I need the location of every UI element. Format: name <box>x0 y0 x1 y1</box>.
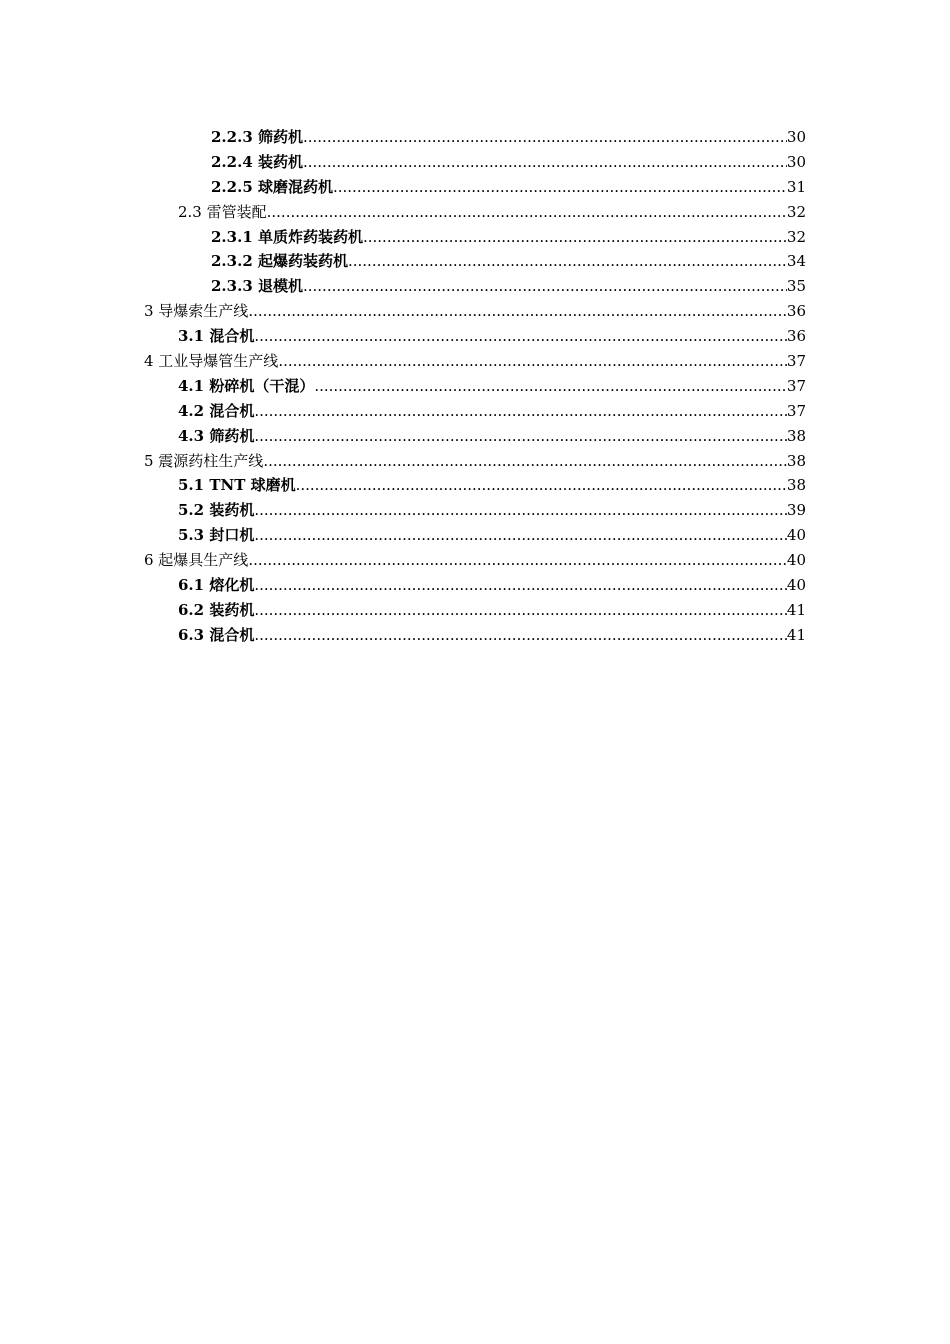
toc-entry[interactable] <box>0 274 950 299</box>
toc-page-number: 36 <box>786 302 806 321</box>
toc-entry-title: 4.1 粉碎机（干混） <box>178 376 315 395</box>
toc-dot-leader <box>254 498 787 523</box>
toc-dot-leader <box>314 374 787 399</box>
toc-dot-leader <box>363 225 787 250</box>
toc-page-number: 35 <box>786 277 806 296</box>
toc-entry[interactable] <box>0 150 950 175</box>
toc-page-number: 30 <box>786 152 806 171</box>
toc-entry-title: 2.2.4 装药机 <box>211 152 303 171</box>
toc-entry[interactable] <box>0 349 950 374</box>
toc-entry-title: 2.2.3 筛药机 <box>211 128 303 146</box>
toc-entry-title: 5.1 TNT 球磨机 <box>178 476 296 495</box>
toc-entry[interactable] <box>0 175 950 200</box>
toc-entry-title: 4.2 混合机 <box>178 401 255 420</box>
toc-entry[interactable] <box>0 225 950 250</box>
toc-entry[interactable] <box>0 424 950 449</box>
toc-entry-title: 3 导爆索生产线 <box>144 302 249 321</box>
toc-entry[interactable] <box>0 200 950 225</box>
toc-entry-title: 2.3.1 单质炸药装药机 <box>211 227 363 246</box>
toc-entry-title: 3.1 混合机 <box>178 327 255 346</box>
toc-page-number: 40 <box>786 551 806 570</box>
toc-entry-title: 5.3 封口机 <box>178 526 255 545</box>
toc-dot-leader <box>254 399 787 424</box>
toc-entry-title: 5 震源药柱生产线 <box>144 451 264 470</box>
toc-dot-leader <box>254 424 787 449</box>
toc-page-number: 32 <box>786 202 806 221</box>
toc-dot-leader <box>267 200 787 225</box>
toc-dot-leader <box>254 598 787 623</box>
toc-dot-leader <box>348 249 787 274</box>
toc-entry[interactable] <box>0 299 950 324</box>
toc-entry[interactable] <box>0 598 950 623</box>
toc-entry[interactable] <box>0 324 950 349</box>
toc-page-number: 39 <box>786 501 806 520</box>
toc-entry[interactable] <box>0 573 950 598</box>
toc-page-number: 38 <box>786 476 806 495</box>
toc-page-number: 31 <box>786 177 806 196</box>
toc-entry[interactable] <box>0 473 950 498</box>
toc-page-number: 32 <box>786 227 806 246</box>
toc-entry[interactable] <box>0 374 950 399</box>
toc-page-number: 36 <box>786 327 806 346</box>
toc-page-number: 38 <box>786 451 806 470</box>
toc-dot-leader <box>333 175 787 200</box>
toc-entry[interactable] <box>0 523 950 548</box>
toc-entry-title: 4 工业导爆管生产线 <box>144 352 279 371</box>
toc-entry[interactable] <box>0 399 950 424</box>
toc-dot-leader <box>248 299 787 324</box>
toc-page-number: 41 <box>786 600 806 619</box>
toc-entry[interactable] <box>0 449 950 474</box>
toc-entry-title: 6 起爆具生产线 <box>144 551 249 570</box>
table-of-contents <box>0 125 950 648</box>
toc-dot-leader <box>303 125 787 150</box>
toc-page-number: 40 <box>786 576 806 595</box>
toc-page-number: 30 <box>786 128 806 146</box>
toc-entry-title: 2.2.5 球磨混药机 <box>211 177 333 196</box>
toc-page-number: 38 <box>786 426 806 445</box>
toc-dot-leader <box>303 150 787 175</box>
toc-entry-title: 5.2 装药机 <box>178 501 255 520</box>
toc-dot-leader <box>278 349 787 374</box>
toc-dot-leader <box>263 449 787 474</box>
toc-entry[interactable] <box>0 498 950 523</box>
toc-entry-title: 6.1 熔化机 <box>178 576 255 595</box>
toc-dot-leader <box>254 324 787 349</box>
toc-page-number: 37 <box>786 352 806 371</box>
toc-entry-title: 2.3 雷管装配 <box>178 202 267 221</box>
toc-entry[interactable] <box>0 249 950 274</box>
toc-entry-title: 2.3.3 退模机 <box>211 277 303 296</box>
toc-entry[interactable] <box>0 623 950 648</box>
toc-page-number: 34 <box>786 252 806 271</box>
toc-entry-title: 6.2 装药机 <box>178 600 255 619</box>
toc-dot-leader <box>248 548 787 573</box>
toc-entry[interactable] <box>0 125 950 150</box>
toc-page-number: 40 <box>786 526 806 545</box>
toc-page-number: 37 <box>786 401 806 420</box>
toc-dot-leader <box>254 523 787 548</box>
toc-entry-title: 2.3.2 起爆药装药机 <box>211 252 348 271</box>
toc-dot-leader <box>296 473 787 498</box>
toc-page-number: 41 <box>786 625 806 644</box>
toc-page-number: 37 <box>786 376 806 395</box>
toc-entry-title: 4.3 筛药机 <box>178 426 255 445</box>
toc-entry[interactable] <box>0 548 950 573</box>
toc-entry-title: 6.3 混合机 <box>178 625 255 644</box>
toc-dot-leader <box>254 623 787 648</box>
toc-dot-leader <box>303 274 787 299</box>
toc-dot-leader <box>254 573 787 598</box>
